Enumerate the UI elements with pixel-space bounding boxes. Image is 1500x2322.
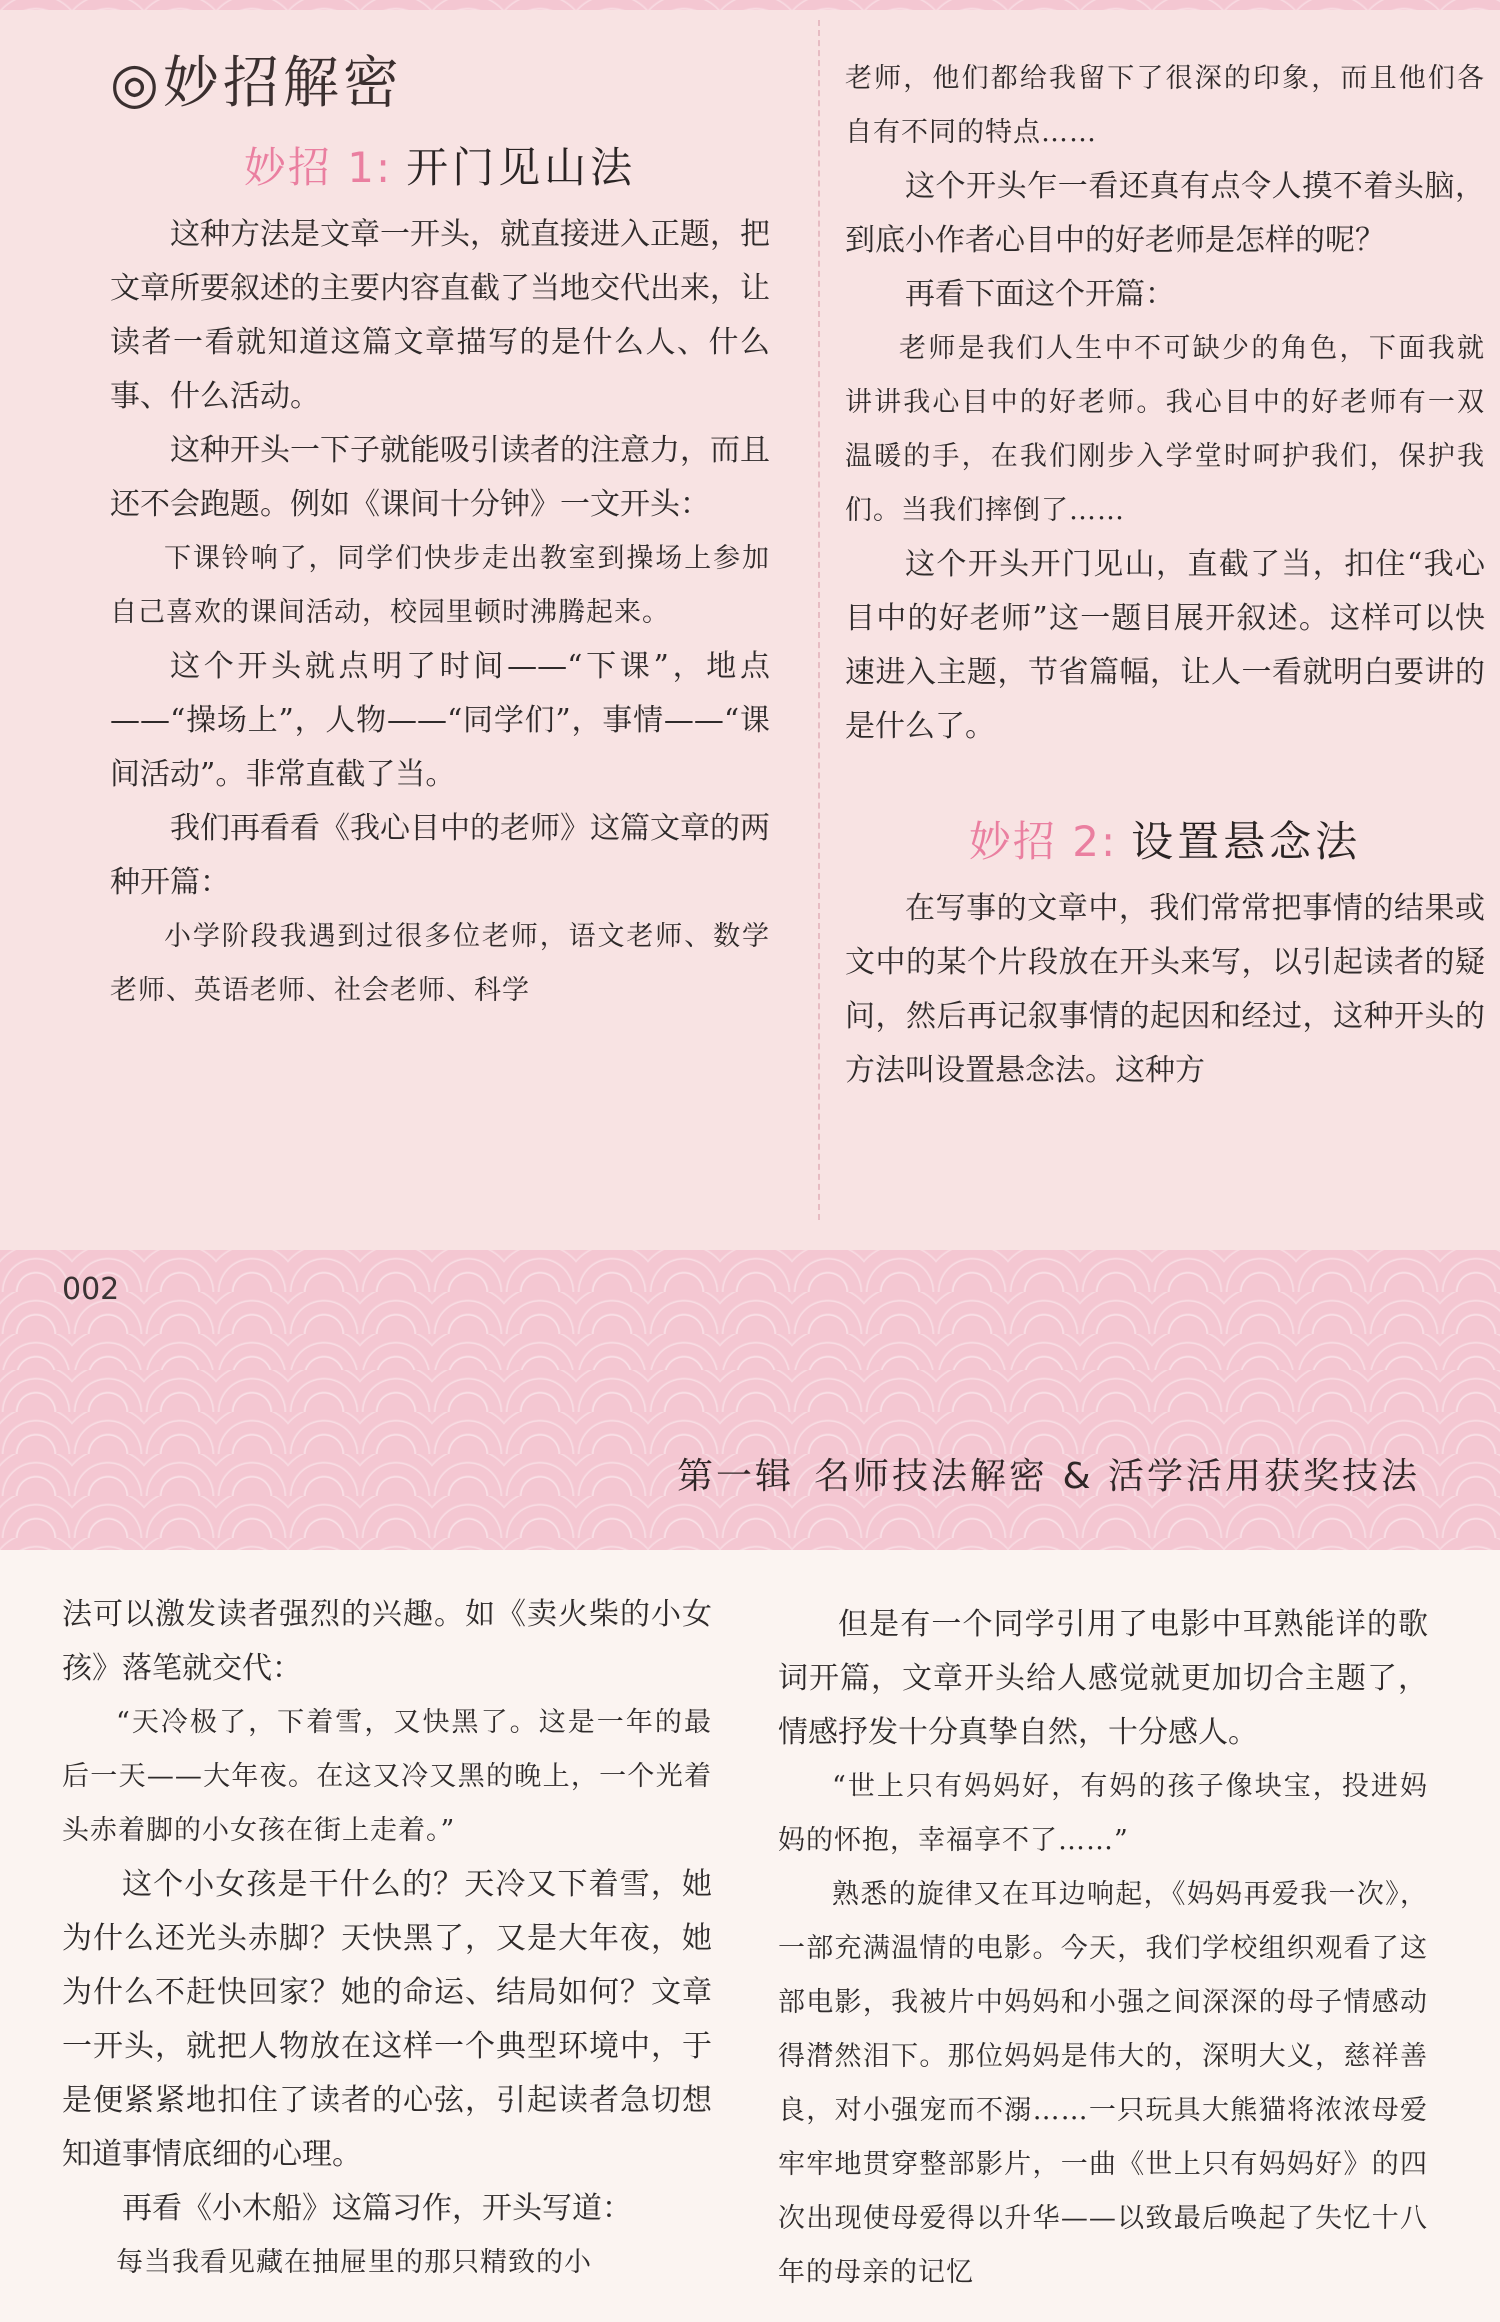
paragraph: 再看《小木船》这篇习作，开头写道： <box>122 2191 632 2226</box>
paragraph: 这个开头就点明了时间——“下课”，地点——“操场上”，人物——“同学们”，事情——“课间活动”。非常直截了当。 <box>110 649 770 792</box>
paragraph: 我们再看看《我心目中的老师》这篇文章的两种开篇： <box>110 811 770 900</box>
paragraph: 但是有一个同学引用了电影中耳熟能详的歌词开篇，文章开头给人感觉就更加切合主题了，情感抒发十分真挚自然，十分感人。 <box>778 1607 1428 1750</box>
quoted-paragraph: 老师是我们人生中不可缺少的角色，下面我就讲讲我心目中的好老师。我心目中的好老师有一双温暖的手，在我们刚步入学堂时呵护我们，保护我们。当我们摔倒了…… <box>845 333 1485 526</box>
quoted-paragraph: 小学阶段我遇到过很多位老师，语文老师、数学老师、英语老师、社会老师、科学 <box>110 921 770 1006</box>
right-column <box>845 52 1485 1098</box>
left-column <box>110 40 770 1018</box>
decorative-top-strip <box>0 0 1500 10</box>
paragraph: 再看下面这个开篇： <box>905 277 1175 312</box>
quoted-paragraph: 下课铃响了，同学们快步走出教室到操场上参加自己喜欢的课间活动，校园里顿时沸腾起来。 <box>110 543 770 628</box>
spacer <box>845 754 1485 802</box>
tip-1-heading <box>110 128 770 208</box>
chapter-label: 第一辑 <box>677 1456 795 1497</box>
tip-1-body <box>110 208 770 1018</box>
paragraph: 这个开头开门见山，直截了当，扣住“我心目中的好老师”这一题目展开叙述。这样可以快速进入主题，节省篇幅，让人一看就明白要讲的是什么了。 <box>845 547 1485 744</box>
quoted-paragraph: “天冷极了，下着雪，又快黑了。这是一年的最后一天——大年夜。在这又冷又黑的晚上，一个光着头赤着脚的小女孩在街上走着。” <box>62 1707 712 1846</box>
paragraph: 这个开头乍一看还真有点令人摸不着头脑，到底小作者心目中的好老师是怎样的呢？ <box>845 169 1485 258</box>
page-number: 002 <box>62 1272 120 1307</box>
paragraph: 在写事的文章中，我们常常把事情的结果或文中的某个片段放在开头来写，以引起读者的疑问，然后再记叙事情的起因和经过，这种开头的方法叫设置悬念法。这种方 <box>845 891 1485 1088</box>
tip-1-label: 妙招 1: <box>243 143 393 192</box>
tip-2-body <box>845 882 1485 1098</box>
chapter-title: 名师技法解密 & 活学活用获奖技法 <box>814 1456 1420 1497</box>
tip-2-heading <box>845 802 1485 882</box>
paragraph: 法可以激发读者强烈的兴趣。如《卖火柴的小女孩》落笔就交代： <box>62 1597 712 1686</box>
tip-2-label: 妙招 2: <box>968 817 1118 866</box>
right-column-body-a <box>845 52 1485 754</box>
bottom-left-column <box>62 1588 712 2290</box>
column-divider <box>818 20 820 1220</box>
paragraph: 这个小女孩是干什么的？天冷又下着雪，她为什么还光头赤脚？天快黑了，又是大年夜，她为什么不赶快回家？她的命运、结局如何？文章一开头，就把人物放在这样一个典型环境中，于是便紧紧地扣住了读者的心弦，引起读者急切想知道事情底细的心理。 <box>62 1867 712 2172</box>
bottom-right-column <box>778 1598 1428 2300</box>
chapter-header <box>677 1442 1420 1512</box>
tip-1-title: 开门见山法 <box>406 143 637 192</box>
quoted-paragraph: “世上只有妈妈好，有妈的孩子像块宝，投进妈妈的怀抱，幸福享不了……” <box>778 1771 1428 1856</box>
tip-2-title: 设置悬念法 <box>1131 817 1362 866</box>
decorative-footer-band <box>0 1250 1500 1370</box>
quoted-paragraph: 每当我看见藏在抽屉里的那只精致的小 <box>116 2247 592 2278</box>
quoted-paragraph: 熟悉的旋律又在耳边响起，《妈妈再爱我一次》，一部充满温情的电影。今天，我们学校组织观看了这部电影，我被片中妈妈和小强之间深深的母子情感动得潸然泪下。那位妈妈是伟大的，深明大义，慈祥善良，对小强宠而不溺……一只玩具大熊猫将浓浓母爱牢牢地贯穿整部影片，一曲《世上只有妈妈好》的四次出现使母爱得以升华——以致最后唤起了失忆十八年的母亲的记忆 <box>778 1879 1428 2288</box>
paragraph: 这种方法是文章一开头，就直接进入正题，把文章所要叙述的主要内容直截了当地交代出来，让读者一看就知道这篇文章描写的是什么人、什么事、什么活动。 <box>110 217 770 414</box>
section-title: ◎妙招解密 <box>110 51 403 116</box>
quoted-paragraph: 老师，他们都给我留下了很深的印象，而且他们各自有不同的特点…… <box>845 63 1485 148</box>
paragraph: 这种开头一下子就能吸引读者的注意力，而且还不会跑题。例如《课间十分钟》一文开头： <box>110 433 770 522</box>
